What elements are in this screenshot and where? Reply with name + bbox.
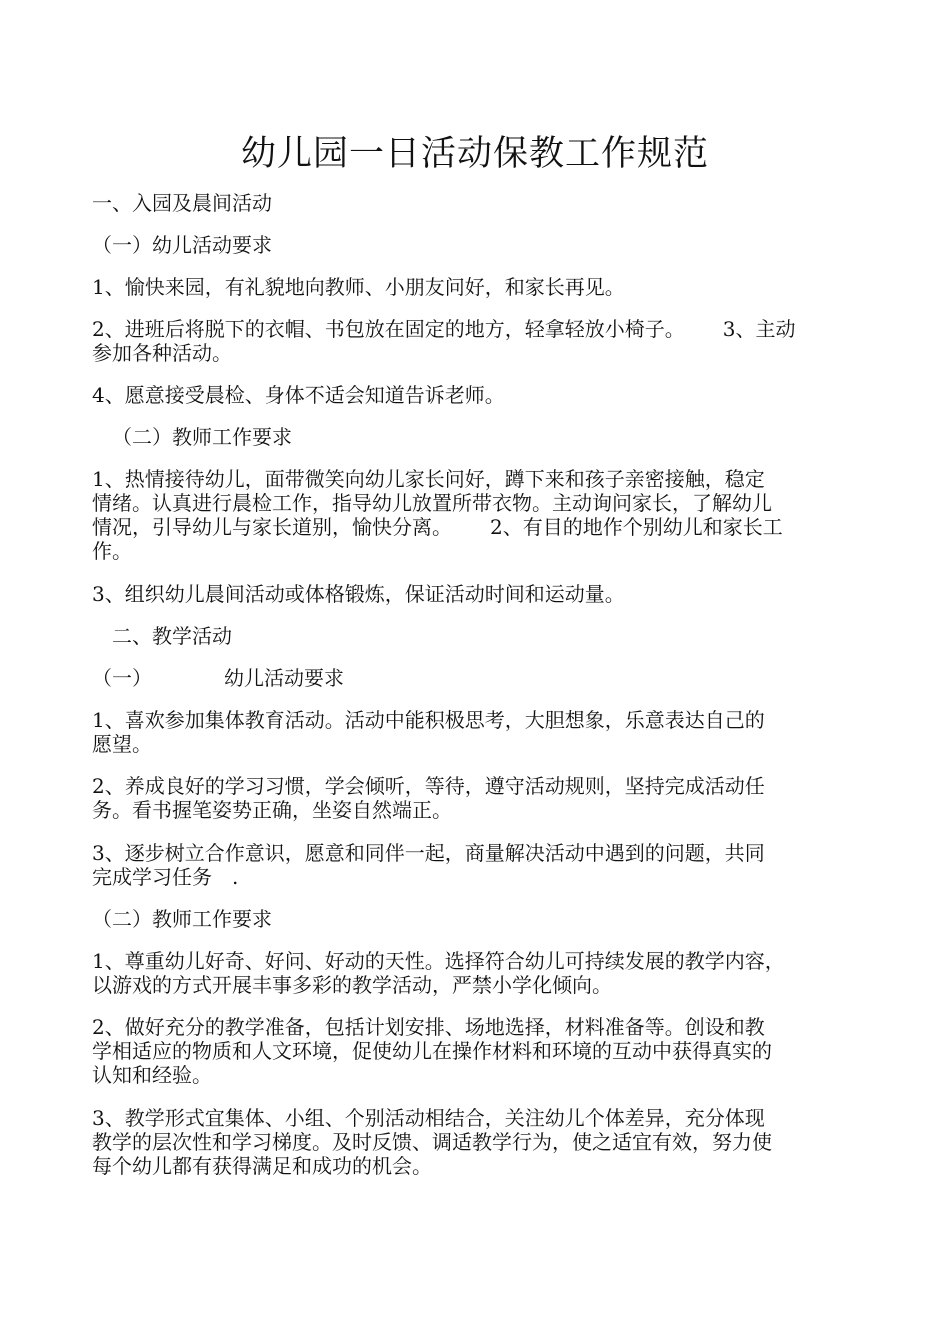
paragraph-1a-3-start: 3、主动 bbox=[722, 317, 796, 341]
paragraph-2b-2-line3: 认知和经验。 bbox=[92, 1063, 212, 1087]
paragraph-2b-2-line2: 学相适应的物质和人文环境，促使幼儿在操作材料和环境的互动中获得真实的 bbox=[92, 1039, 772, 1063]
paragraph-2b-1-line1: 1、尊重幼儿好奇、好问、好动的天性。选择符合幼儿可持续发展的教学内容， bbox=[92, 949, 785, 973]
paragraph-1b-1-line2: 情绪。认真进行晨检工作，指导幼儿放置所带衣物。主动询问家长，了解幼儿 bbox=[92, 491, 772, 515]
paragraph-2a-1-line2: 愿望。 bbox=[92, 732, 152, 756]
paragraph-1b-1-line3-text: 情况，引导幼儿与家长道别，愉快分离。 bbox=[92, 515, 452, 539]
subsection-heading-2a-text: 幼儿活动要求 bbox=[224, 666, 344, 690]
subsection-heading-2a bbox=[92, 666, 862, 690]
paragraph-2b-1-line2: 以游戏的方式开展丰事多彩的教学活动，严禁小学化倾向。 bbox=[92, 973, 612, 997]
paragraph-2a-2-line2: 务。看书握笔姿势正确，坐姿自然端正。 bbox=[92, 798, 452, 822]
subsection-heading-1b: （二）教师工作要求 bbox=[112, 425, 292, 449]
paragraph-1b-1-line1: 1、热情接待幼儿，面带微笑向幼儿家长问好，蹲下来和孩子亲密接触，稳定 bbox=[92, 467, 765, 491]
subsection-heading-2b: （二）教师工作要求 bbox=[92, 907, 272, 931]
paragraph-2b-3-line3: 每个幼儿都有获得满足和成功的机会。 bbox=[92, 1154, 432, 1178]
subsection-heading-1a: （一）幼儿活动要求 bbox=[92, 233, 272, 257]
paragraph-1a-1: 1、愉快来园，有礼貌地向教师、小朋友问好，和家长再见。 bbox=[92, 275, 625, 299]
paragraph-1a-3-cont: 参加各种活动。 bbox=[92, 341, 232, 365]
paragraph-2b-3-line1: 3、教学形式宜集体、小组、个别活动相结合，关注幼儿个体差异，充分体现 bbox=[92, 1106, 765, 1130]
paragraph-1a-2-text: 2、进班后将脱下的衣帽、书包放在固定的地方，轻拿轻放小椅子。 bbox=[92, 317, 685, 341]
section-heading-2: 二、教学活动 bbox=[112, 624, 232, 648]
paragraph-1a-4: 4、愿意接受晨检、身体不适会知道告诉老师。 bbox=[92, 383, 505, 407]
paragraph-2a-3-line2 bbox=[92, 865, 862, 889]
paragraph-1b-2-cont: 作。 bbox=[92, 539, 132, 563]
paragraph-1a-2 bbox=[92, 317, 862, 341]
paragraph-2a-3-dot: . bbox=[232, 865, 239, 889]
subsection-heading-2a-prefix: （一） bbox=[92, 666, 152, 690]
paragraph-2a-3-line1: 3、逐步树立合作意识，愿意和同伴一起，商量解决活动中遇到的问题，共同 bbox=[92, 841, 765, 865]
paragraph-2b-3-line2: 教学的层次性和学习梯度。及时反馈、调适教学行为，使之适宜有效，努力使 bbox=[92, 1130, 772, 1154]
paragraph-1b-2-start: 2、有目的地作个别幼儿和家长工 bbox=[490, 515, 783, 539]
paragraph-2b-2-line1: 2、做好充分的教学准备，包括计划安排、场地选择，材料准备等。创设和教 bbox=[92, 1015, 765, 1039]
paragraph-2a-3-line2-text: 完成学习任务 bbox=[92, 865, 212, 889]
section-heading-1: 一、入园及晨间活动 bbox=[92, 191, 272, 215]
paragraph-1b-1-line3 bbox=[92, 515, 862, 539]
paragraph-2a-2-line1: 2、养成良好的学习习惯，学会倾听，等待，遵守活动规则，坚持完成活动任 bbox=[92, 774, 765, 798]
document-title: 幼儿园一日活动保教工作规范 bbox=[240, 134, 709, 174]
paragraph-2a-1-line1: 1、喜欢参加集体教育活动。活动中能积极思考，大胆想象，乐意表达自己的 bbox=[92, 708, 765, 732]
paragraph-1b-3: 3、组织幼儿晨间活动或体格锻炼，保证活动时间和运动量。 bbox=[92, 582, 625, 606]
